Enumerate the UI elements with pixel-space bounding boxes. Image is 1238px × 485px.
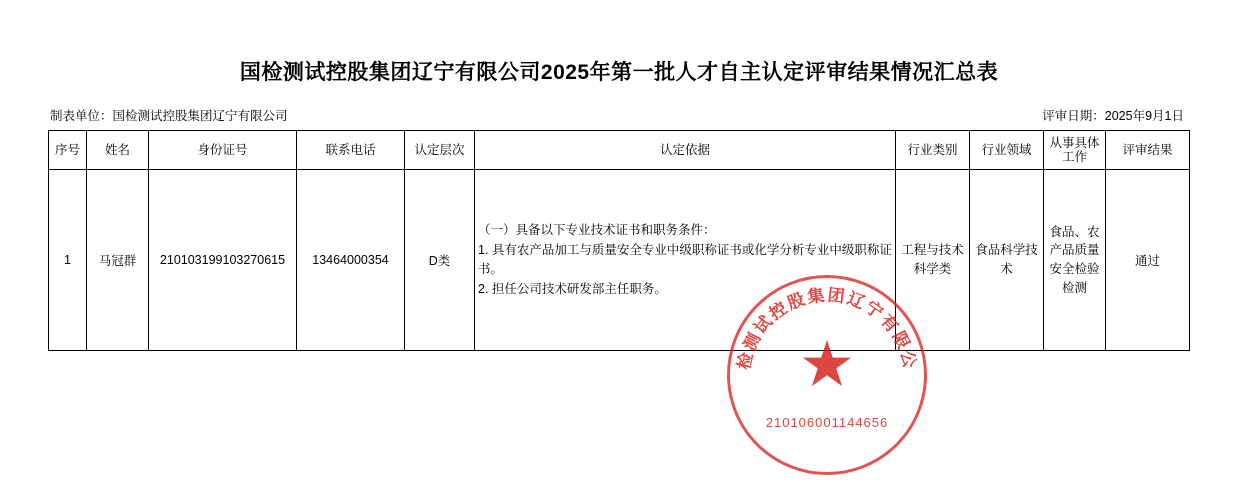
cell-phone: 13464000354 <box>297 170 405 351</box>
column-header-id-number: 身份证号 <box>149 131 297 170</box>
cell-seq: 1 <box>49 170 87 351</box>
column-header-name: 姓名 <box>87 131 149 170</box>
review-date-label: 评审日期：2025年9月1日 <box>1042 109 1184 124</box>
cell-name: 马冠群 <box>87 170 149 351</box>
column-header-level: 认定层次 <box>405 131 475 170</box>
page-title: 国检测试控股集团辽宁有限公司2025年第一批人才自主认定评审结果情况汇总表 <box>239 61 999 84</box>
basis-line-1: （一）具备以下专业技术证书和职务条件： <box>478 223 716 238</box>
column-header-work-line2: 工作 <box>1061 150 1087 165</box>
column-header-work <box>1044 131 1106 170</box>
cell-basis <box>475 170 896 351</box>
cell-id-number: 210103199103270615 <box>149 170 297 351</box>
document-meta <box>48 106 1190 124</box>
cell-work: 食品、农产品质量安全检验检测 <box>1044 170 1106 351</box>
column-header-result: 评审结果 <box>1106 131 1190 170</box>
table-header-row <box>49 131 1190 170</box>
cell-result: 通过 <box>1106 170 1190 351</box>
column-header-industry-category: 行业类别 <box>896 131 970 170</box>
seal-star-icon: ★ <box>800 338 854 395</box>
cell-industry-field: 食品科学技术 <box>970 170 1044 351</box>
column-header-work-line1: 从事具体 <box>1049 135 1100 150</box>
column-header-seq: 序号 <box>49 131 87 170</box>
maker-unit-label: 制表单位：国检测试控股集团辽宁有限公司 <box>50 109 288 124</box>
basis-line-2: 1. 具有农产品加工与质量安全专业中级职称证书或化学分析专业中级职称证书。 <box>478 242 892 277</box>
table-row <box>49 170 1190 351</box>
cell-industry-category: 工程与技术科学类 <box>896 170 970 351</box>
seal-code: 210106001144656 <box>765 415 889 430</box>
column-header-phone: 联系电话 <box>297 131 405 170</box>
seal-arc-label: 国检测试控股集团辽宁有限公司 <box>717 260 920 372</box>
cell-level: D类 <box>405 170 475 351</box>
column-header-basis: 认定依据 <box>475 131 896 170</box>
basis-line-3: 2. 担任公司技术研发部主任职务。 <box>478 281 667 296</box>
results-table <box>48 130 1190 351</box>
column-header-industry-field: 行业领域 <box>970 131 1044 170</box>
